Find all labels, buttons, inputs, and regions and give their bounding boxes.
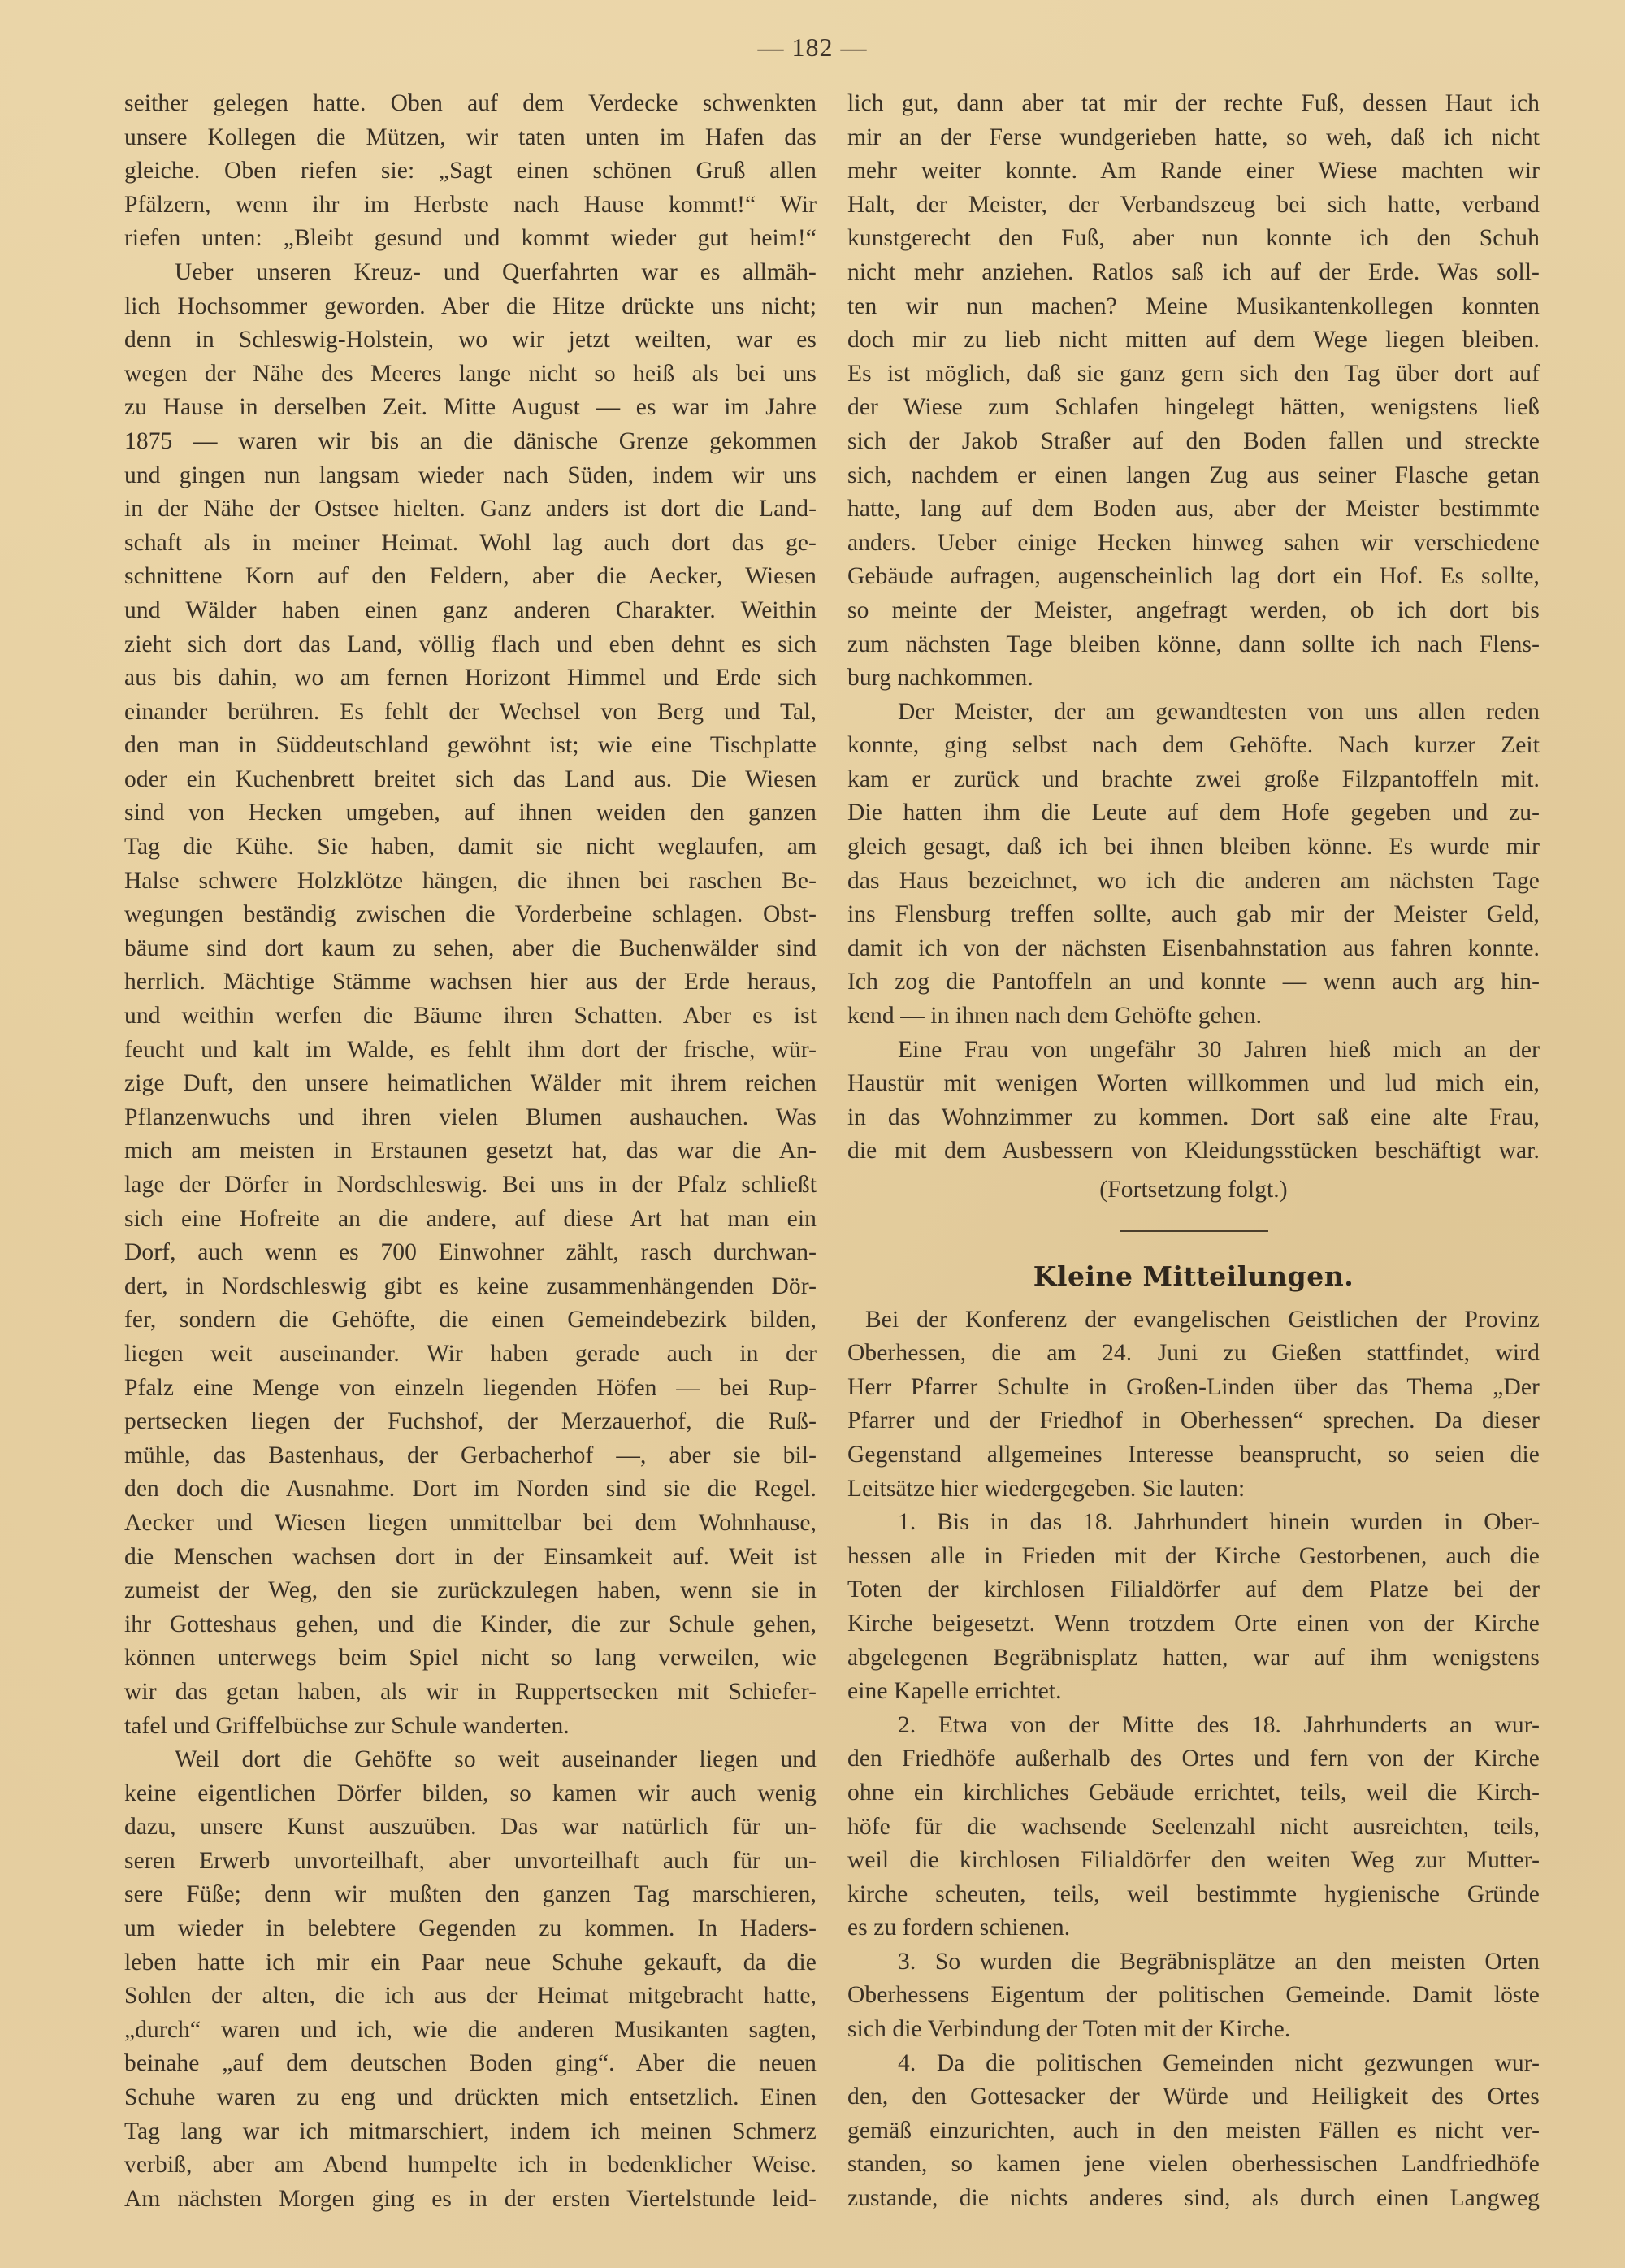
text-line: den Friedhöfe außerhalb des Ortes und fern von der Kirche: [847, 1745, 1540, 1772]
text-line: doch mir zu lieb nicht mitten auf dem Wege liegen bleiben.: [847, 327, 1540, 353]
text-line: den, den Gottesacker der Würde und Heiligkeit des Ortes: [847, 2084, 1540, 2110]
text-line: Gebäude aufragen, augenscheinlich lag dort ein Hof. Es sollte,: [847, 563, 1540, 590]
text-line: so meinte der Meister, angefragt werden, ob ich dort bis: [847, 596, 1540, 623]
text-line: standen, so kamen jene vielen oberhessischen Landfriedhöfe: [847, 2151, 1540, 2178]
text-line: hatte, lang auf dem Boden aus, aber der Meister bestimmte: [847, 496, 1540, 523]
text-line: gemäß einzurichten, auch in den meisten Fällen es nicht ver-: [847, 2117, 1540, 2144]
text-line: um wieder in belebtere Gegenden zu kommen. In Haders-: [124, 1915, 817, 1942]
text-line: Ueber unseren Kreuz- und Querfahrten war es allmäh-: [175, 258, 817, 285]
text-line: wegen der Nähe des Meeres lange nicht so heiß als bei uns: [124, 360, 817, 387]
text-line: „durch“ waren und ich, wie die anderen Musikanten sagten,: [124, 2016, 817, 2043]
text-line: den doch die Ausnahme. Dort im Norden sind sie die Regel.: [124, 1476, 817, 1503]
text-line: herrlich. Mächtige Stämme wachsen hier aus der Erde heraus,: [124, 969, 817, 995]
text-line: aus bis dahin, wo am fernen Horizont Himmel und Erde sich: [124, 665, 817, 692]
text-line: seren Erwerb unvorteilhaft, aber unvorteilhaft auch für un-: [124, 1847, 817, 1874]
section-divider: [1120, 1230, 1268, 1232]
text-line: oder ein Kuchenbrett breitet sich das Land aus. Die Wiesen: [124, 765, 817, 792]
text-line: und Wälder haben einen ganz anderen Charakter. Weithin: [124, 596, 817, 623]
text-line: Herr Pfarrer Schulte in Großen-Linden über das Thema „Der: [847, 1373, 1540, 1400]
text-line: Die hatten ihm die Leute auf dem Hofe gegeben und zu-: [847, 800, 1540, 826]
text-line: mir an der Ferse wundgerieben hatte, so weh, daß ich nicht: [847, 124, 1540, 150]
text-line: Ich zog die Pantoffeln an und konnte — wenn auch arg hin-: [847, 969, 1540, 995]
text-line: dazu, unsere Kunst auszuüben. Das war natürlich für un-: [124, 1814, 817, 1841]
section-title: Kleine Mitteilungen.: [1033, 1260, 1354, 1292]
text-line: zumeist der Weg, den sie zurückzulegen haben, wenn sie in: [124, 1577, 817, 1604]
text-line: Tag die Kühe. Sie haben, damit sie nicht weglaufen, am: [124, 834, 817, 861]
text-line: Bei der Konferenz der evangelischen Geistlichen der Provinz: [865, 1306, 1540, 1333]
text-line: sich der Jakob Straßer auf den Boden fallen und streckte: [847, 427, 1540, 454]
text-line: eine Kapelle errichtet.: [847, 1678, 1062, 1705]
text-line: Tag lang war ich mitmarschiert, indem ich meinen Schmerz: [124, 2118, 817, 2144]
text-line: Eine Frau von ungefähr 30 Jahren hieß mich an der: [898, 1036, 1540, 1063]
text-line: Leitsätze hier wiedergegeben. Sie lauten:: [847, 1475, 1246, 1502]
text-line: Aecker und Wiesen liegen unmittelbar bei dem Wohnhause,: [124, 1509, 817, 1536]
text-line: lich gut, dann aber tat mir der rechte Fuß, dessen Haut ich: [847, 90, 1540, 116]
notice-section: [847, 1303, 1540, 2216]
text-line: das Haus bezeichnet, wo ich die anderen am nächsten Tage: [847, 867, 1540, 894]
text-line: 1. Bis in das 18. Jahrhundert hinein wurden in Ober-: [898, 1509, 1540, 1536]
text-line: der Wiese zum Schlafen hingelegt hätten, wenigstens ließ: [847, 394, 1540, 421]
text-line: burg nachkommen.: [847, 665, 1034, 692]
text-line: kend — in ihnen nach dem Gehöfte gehen.: [847, 1003, 1263, 1030]
text-line: schaft als in meiner Heimat. Wohl lag auch dort das ge-: [124, 529, 817, 556]
story-continuation: [847, 87, 1540, 1169]
text-line: Pflanzenwuchs und ihren vielen Blumen aushauchen. Was: [124, 1104, 817, 1130]
text-line: ins Flensburg treffen sollte, auch gab mir der Meister Geld,: [847, 901, 1540, 928]
text-line: Halse schwere Holzklötze hängen, die ihnen bei raschen Be-: [124, 867, 817, 894]
text-line: lage der Dörfer in Nordschleswig. Bei uns in der Pfalz schließt: [124, 1172, 817, 1198]
text-line: ten wir nun machen? Meine Musikantenkollegen konnten: [847, 293, 1540, 319]
text-line: sind von Hecken umgeben, auf ihnen weiden den ganzen: [124, 800, 817, 826]
text-line: und weithin werfen die Bäume ihren Schatten. Aber es ist: [124, 1003, 817, 1030]
text-line: 1875 — waren wir bis an die dänische Grenze gekommen: [124, 427, 817, 454]
text-line: 2. Etwa von der Mitte des 18. Jahrhunderts an wur-: [898, 1711, 1540, 1738]
text-line: hessen alle in Frieden mit der Kirche Gestorbenen, auch die: [847, 1542, 1540, 1569]
text-line: Pfalz eine Menge von einzeln liegenden Höfen — bei Rup-: [124, 1374, 817, 1401]
text-line: unsere Kollegen die Mützen, wir taten unten im Hafen das: [124, 124, 817, 150]
text-line: wir das getan haben, als wir in Ruppertsecken mit Schiefer-: [124, 1678, 817, 1705]
text-line: Schuhe waren zu eng und drückten mich entsetzlich. Einen: [124, 2084, 817, 2111]
text-line: gleich gesagt, daß ich bei ihnen bleiben könne. Es wurde mir: [847, 834, 1540, 861]
text-line: damit ich von der nächsten Eisenbahnstation aus fahren konnte.: [847, 935, 1540, 961]
text-line: Toten der kirchlosen Filialdörfer auf dem Platze bei der: [847, 1576, 1540, 1603]
text-line: die mit dem Ausbessern von Kleidungsstücken beschäftigt war.: [847, 1138, 1540, 1164]
text-line: tafel und Griffelbüchse zur Schule wanderten.: [124, 1712, 570, 1739]
text-line: einander berühren. Es fehlt der Wechsel von Berg und Tal,: [124, 698, 817, 725]
text-line: anders. Ueber einige Hecken hinweg sahen wir verschiedene: [847, 529, 1540, 556]
text-line: dert, in Nordschleswig gibt es keine zusammenhängenden Dör-: [124, 1273, 817, 1299]
text-line: beinahe „auf dem deutschen Boden ging“. Aber die neuen: [124, 2050, 817, 2077]
text-line: sich, nachdem er einen langen Zug aus seiner Flasche getan: [847, 462, 1540, 488]
text-line: mühle, das Bastenhaus, der Gerbacherhof —, aber sie bil-: [124, 1442, 817, 1468]
text-line: sere Füße; denn wir mußten den ganzen Tag marschieren,: [124, 1881, 817, 1908]
text-line: in das Wohnzimmer zu kommen. Dort saß eine alte Frau,: [847, 1104, 1540, 1130]
text-line: höfe für die wachsende Seelenzahl nicht ausreichten, teils,: [847, 1813, 1540, 1840]
text-line: ohne ein kirchliches Gebäude errichtet, teils, weil die Kirch-: [847, 1779, 1540, 1806]
text-line: schnittene Korn auf den Feldern, aber die Aecker, Wiesen: [124, 563, 817, 590]
text-line: pertsecken liegen der Fuchshof, der Merzauerhof, die Ruß-: [124, 1408, 817, 1435]
text-line: Am nächsten Morgen ging es in der ersten Viertelstunde leid-: [124, 2185, 817, 2212]
text-line: liegen weit auseinander. Wir haben gerade auch in der: [124, 1340, 817, 1367]
text-line: Weil dort die Gehöfte so weit auseinander liegen und: [175, 1746, 817, 1773]
text-line: zustande, die nichts anderes sind, als durch einen Langweg: [847, 2185, 1540, 2212]
text-line: feucht und kalt im Walde, es fehlt ihm dort der frische, wür-: [124, 1036, 817, 1063]
text-line: verbiß, aber am Abend humpelte ich in bedenklicher Weise.: [124, 2152, 817, 2179]
text-line: Pfarrer und der Friedhof in Oberhessen“ sprechen. Da dieser: [847, 1407, 1540, 1434]
text-line: Sohlen der alten, die ich aus der Heimat mitgebracht hatte,: [124, 1983, 817, 2010]
text-line: konnte, ging selbst nach dem Gehöfte. Nach kurzer Zeit: [847, 732, 1540, 759]
text-line: zum nächsten Tage bleiben könne, dann sollte ich nach Flens-: [847, 631, 1540, 657]
text-line: seither gelegen hatte. Oben auf dem Verdecke schwenkten: [124, 90, 817, 116]
text-line: kam er zurück und brachte zwei große Filzpantoffeln mit.: [847, 765, 1540, 792]
text-line: leben hatte ich mir ein Paar neue Schuhe gekauft, da die: [124, 1949, 817, 1975]
text-line: wegungen beständig zwischen die Vorderbeine schlagen. Obst-: [124, 901, 817, 928]
text-line: bäume sind dort kaum zu sehen, aber die Buchenwälder sind: [124, 935, 817, 961]
text-line: Es ist möglich, daß sie ganz gern sich den Tag über dort auf: [847, 360, 1540, 387]
text-line: keine eigentlichen Dörfer bilden, so kamen wir auch wenig: [124, 1780, 817, 1806]
continuation-note: (Fortsetzung folgt.): [1099, 1177, 1288, 1203]
text-line: Oberhessens Eigentum der politischen Gemeinde. Damit löste: [847, 1982, 1540, 2009]
right-column: [847, 87, 1540, 2216]
text-line: lich Hochsommer geworden. Aber die Hitze drückte uns nicht;: [124, 293, 817, 319]
left-column: [124, 87, 817, 2216]
text-line: kunstgerecht den Fuß, aber nun konnte ich den Schuh: [847, 225, 1540, 252]
text-line: riefen unten: „Bleibt gesund und kommt wieder gut heim!“: [124, 225, 817, 252]
text-line: Pfälzern, wenn ihr im Herbste nach Hause kommt!“ Wir: [124, 191, 817, 218]
text-line: sich die Verbindung der Toten mit der Kirche.: [847, 2016, 1291, 2043]
text-line: 3. So wurden die Begräbnisplätze an den meisten Orten: [898, 1948, 1540, 1975]
text-line: kirche scheuten, teils, weil bestimmte hygienische Gründe: [847, 1880, 1540, 1907]
text-line: Haustür mit wenigen Worten willkommen und lud mich ein,: [847, 1070, 1540, 1097]
text-line: denn in Schleswig-Holstein, wo wir jetzt weilten, war es: [124, 327, 817, 353]
text-line: Oberhessen, die am 24. Juni zu Gießen stattfindet, wird: [847, 1340, 1540, 1367]
text-line: fer, sondern die Gehöfte, die einen Gemeindebezirk bilden,: [124, 1307, 817, 1333]
text-line: Der Meister, der am gewandtesten von uns allen reden: [898, 698, 1540, 725]
text-line: zu Hause in derselben Zeit. Mitte August — es war im Jahre: [124, 394, 817, 421]
text-line: ihr Gotteshaus gehen, und die Kinder, die zur Schule gehen,: [124, 1611, 817, 1637]
text-line: Dorf, auch wenn es 700 Einwohner zählt, rasch durchwan-: [124, 1239, 817, 1266]
text-line: und gingen nun langsam wieder nach Süden, indem wir uns: [124, 462, 817, 488]
text-line: nicht mehr anziehen. Ratlos saß ich auf der Erde. Was soll-: [847, 258, 1540, 285]
text-line: mich am meisten in Erstaunen gesetzt hat, das war die An-: [124, 1138, 817, 1164]
text-line: die Menschen wachsen dort in der Einsamkeit auf. Weit ist: [124, 1543, 817, 1570]
text-line: weil die kirchlosen Filialdörfer den weiten Weg zur Mutter-: [847, 1847, 1540, 1874]
text-line: Halt, der Meister, der Verbandszeug bei sich hatte, verband: [847, 191, 1540, 218]
text-line: Kirche beigesetzt. Wenn trotzdem Orte einen von der Kirche: [847, 1610, 1540, 1637]
text-line: in der Nähe der Ostsee hielten. Ganz anders ist dort die Land-: [124, 496, 817, 523]
text-line: abgelegenen Begräbnisplatz hatten, war auf ihm wenigstens: [847, 1644, 1540, 1671]
page-number: — 182 —: [757, 33, 868, 62]
text-line: es zu fordern schienen.: [847, 1915, 1071, 1941]
text-line: Gegenstand allgemeines Interesse beansprucht, so seien die: [847, 1441, 1540, 1468]
text-line: können unterwegs beim Spiel nicht so lang verweilen, wie: [124, 1645, 817, 1672]
text-line: zige Duft, den unsere heimatlichen Wälder mit ihrem reichen: [124, 1070, 817, 1097]
text-line: gleiche. Oben riefen sie: „Sagt einen schönen Gruß allen: [124, 158, 817, 184]
text-line: zieht sich dort das Land, völlig flach und eben dehnt es sich: [124, 631, 817, 657]
text-line: sich eine Hofreite an die andere, auf diese Art hat man ein: [124, 1205, 817, 1232]
text-line: mehr weiter konnte. Am Rande einer Wiese machten wir: [847, 158, 1540, 184]
text-line: den man in Süddeutschland gewöhnt ist; wie eine Tischplatte: [124, 732, 817, 759]
text-line: 4. Da die politischen Gemeinden nicht gezwungen wur-: [898, 2049, 1540, 2076]
